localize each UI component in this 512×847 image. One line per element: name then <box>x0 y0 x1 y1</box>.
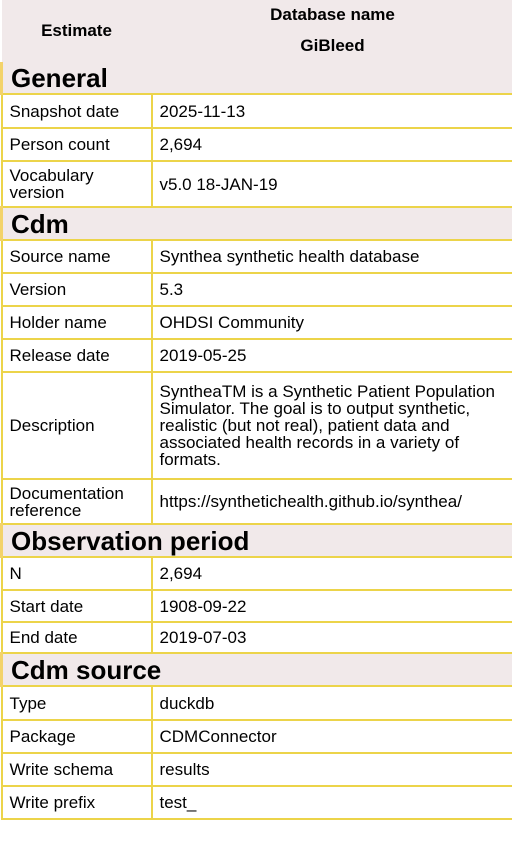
table-row <box>2 161 512 207</box>
row-value: 5.3 <box>152 273 512 306</box>
row-key: N <box>2 557 152 590</box>
table-row <box>2 372 512 479</box>
row-value: Synthea synthetic health database <box>152 240 512 273</box>
section-title: Observation period <box>2 524 512 557</box>
table-row <box>2 590 512 622</box>
row-value: CDMConnector <box>152 720 512 753</box>
database-header <box>152 0 512 62</box>
row-key: Start date <box>2 590 152 622</box>
row-value: v5.0 18-JAN-19 <box>152 161 512 207</box>
row-key: Release date <box>2 339 152 372</box>
table-row <box>2 753 512 786</box>
row-value: 2,694 <box>152 128 512 161</box>
table-row <box>2 339 512 372</box>
row-value: test_ <box>152 786 512 819</box>
table-row <box>2 557 512 590</box>
section-title: General <box>2 62 512 94</box>
section-title: Cdm source <box>2 653 512 686</box>
row-value: OHDSI Community <box>152 306 512 339</box>
row-value: 2019-07-03 <box>152 622 512 653</box>
section-header <box>2 207 512 240</box>
table-body <box>2 62 512 819</box>
section-header <box>2 653 512 686</box>
row-key: Write schema <box>2 753 152 786</box>
database-label: Database name <box>270 5 395 24</box>
table-row <box>2 720 512 753</box>
row-key: Version <box>2 273 152 306</box>
row-value: 1908-09-22 <box>152 590 512 622</box>
row-key: Source name <box>2 240 152 273</box>
row-value: 2,694 <box>152 557 512 590</box>
section-title: Cdm <box>2 207 512 240</box>
row-value: https://synthetichealth.github.io/synthea/ <box>152 479 512 524</box>
database-value: GiBleed <box>300 36 365 55</box>
table-row <box>2 128 512 161</box>
row-key: Description <box>2 372 152 479</box>
table-row <box>2 94 512 128</box>
row-value: SyntheaTM is a Synthetic Patient Population Simulator. The goal is to output synthetic, realistic (but not real), patient data and associated health records in a variety of formats. <box>152 372 512 479</box>
row-key: Person count <box>2 128 152 161</box>
row-value: results <box>152 753 512 786</box>
row-key: Snapshot date <box>2 94 152 128</box>
table-row <box>2 686 512 720</box>
row-key: Holder name <box>2 306 152 339</box>
row-value: duckdb <box>152 686 512 720</box>
section-header <box>2 62 512 94</box>
row-value: 2019-05-25 <box>152 339 512 372</box>
row-key: Vocabulary version <box>2 161 152 207</box>
row-value: 2025-11-13 <box>152 94 512 128</box>
table-row <box>2 240 512 273</box>
row-key: Write prefix <box>2 786 152 819</box>
row-key: Package <box>2 720 152 753</box>
table-row <box>2 273 512 306</box>
table-row <box>2 479 512 524</box>
row-key: Type <box>2 686 152 720</box>
header-row <box>2 0 512 62</box>
table-row <box>2 622 512 653</box>
table-row <box>2 786 512 819</box>
section-header <box>2 524 512 557</box>
row-key: End date <box>2 622 152 653</box>
table-row <box>2 306 512 339</box>
estimate-header: Estimate <box>2 0 152 62</box>
row-key: Documentation reference <box>2 479 152 524</box>
